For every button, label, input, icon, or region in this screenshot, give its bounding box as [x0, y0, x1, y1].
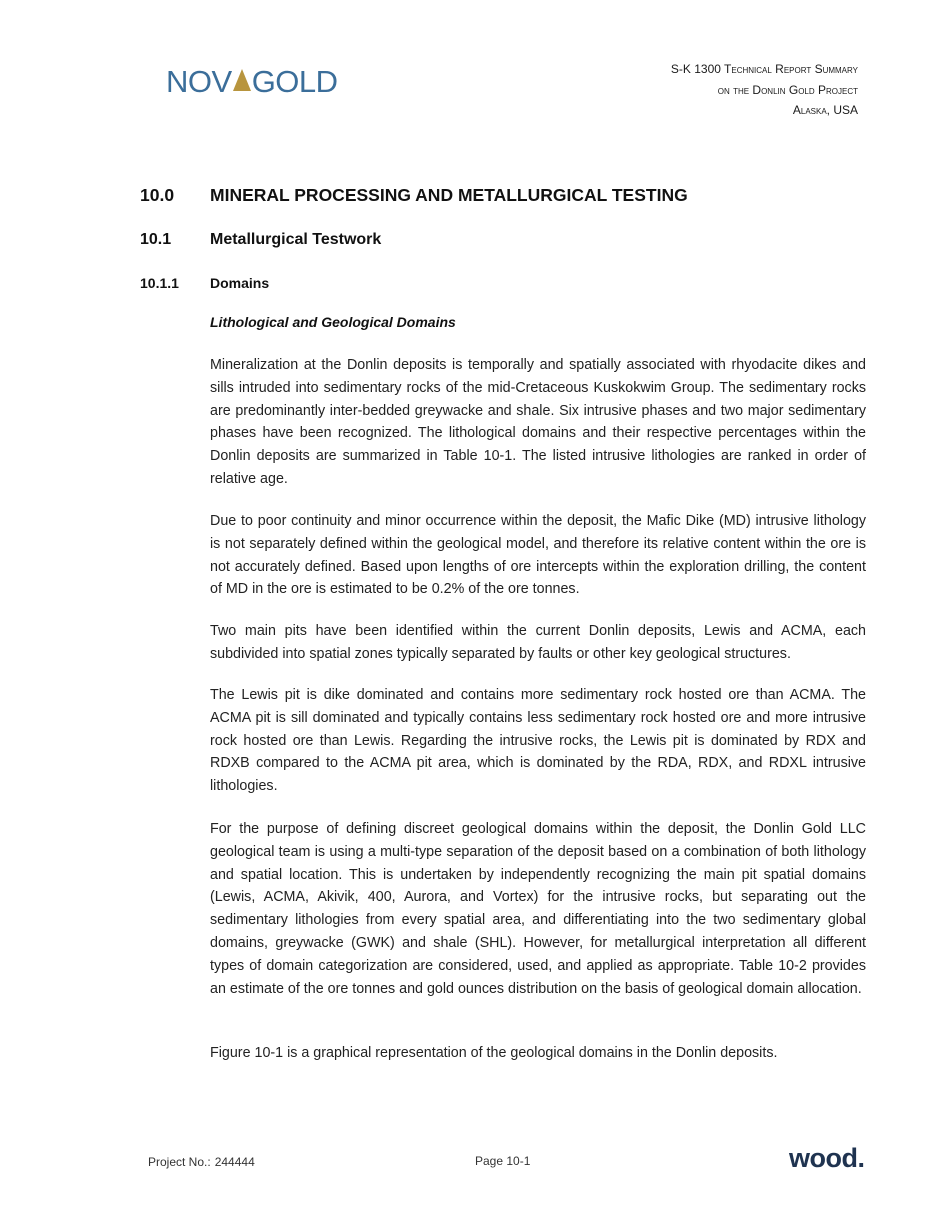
paragraph-2: Due to poor continuity and minor occurrence within the deposit, the Mafic Dike (MD) intrusive lithology is not separately defined within the geological model, and therefore its relative content within the ore is not accurately defined. Based upon lengths of ore intercepts within the exploration drilling, the content of MD in the ore is estimated to be 0.2% of the ore tonnes.	[210, 513, 866, 598]
report-title-block	[671, 59, 858, 121]
paragraph-6: Figure 10-1 is a graphical representation of the geological domains in the Donlin deposits.	[210, 1045, 778, 1061]
section-title: MINERAL PROCESSING AND METALLURGICAL TESTING	[210, 185, 688, 205]
logo-triangle-icon	[232, 67, 252, 93]
novagold-logo	[166, 62, 338, 102]
paragraph-4: The Lewis pit is dike dominated and contains more sedimentary rock hosted ore than ACMA. The ACMA pit is sill dominated and typically contains less sedimentary rock hosted ore and more intrusive rock hosted ore than Lewis. Regarding the intrusive rocks, the Lewis pit is dominated by RDX and RDXB compared to the ACMA pit area, which is dominated by the RDA, RDX, and RDXL intrusive lithologies.	[210, 687, 866, 795]
subsubsection-title: Domains	[210, 275, 270, 291]
italic-subheading: Lithological and Geological Domains	[210, 314, 456, 330]
subsection-number: 10.1	[140, 231, 172, 248]
paragraph-5: For the purpose of defining discreet geological domains within the deposit, the Donlin Gold LLC geological team is using a multi-type separation of the deposit based on a combination of both lithology and spatial location. This is undertaken by independently recognizing the main pit spatial domains (Lewis, ACMA, Akivik, 400, Aurora, and Vortex) for the intrusive rocks, but separating out the sedimentary lithologies from every spatial area, and differentiating into the two sedimentary global domains, greywacke (GWK) and shale (SHL). However, for metallurgical interpretation all different types of domain categorization are considered, used, and applied as appropriate. Table 10-2 provides an estimate of the ore tonnes and gold ounces distribution on the basis of geological domain allocation.	[210, 821, 866, 997]
logo-text-right: GOLD	[251, 64, 338, 99]
subsection-title: Metallurgical Testwork	[210, 231, 382, 248]
report-line-2: on the Donlin Gold Project	[717, 82, 858, 97]
subsubsection-number: 10.1.1	[140, 275, 179, 291]
wood-logo: wood.	[789, 1143, 865, 1173]
report-line-1: S-K 1300 Technical Report Summary	[670, 62, 858, 76]
project-number-value: 244444	[214, 1155, 255, 1169]
report-line-3: Alaska, USA	[792, 103, 858, 117]
project-number	[148, 1155, 255, 1169]
paragraph-3: Two main pits have been identified within the current Donlin deposits, Lewis and ACMA, each subdivided into spatial zones typically separated by faults or other key geological structures.	[210, 623, 866, 662]
page-number: Page 10-1	[475, 1154, 531, 1168]
section-number: 10.0	[140, 185, 175, 205]
project-label: Project No.:	[148, 1155, 211, 1169]
paragraph-1: Mineralization at the Donlin deposits is temporally and spatially associated with rhyodacite dikes and sills intruded into sedimentary rocks of the mid-Cretaceous Kuskokwim Group. The sedimentary rocks are predominantly inter-bedded greywacke and shale. Six intrusive phases and two major sedimentary phases have been recognized. The lithological domains and their respective percentages within the Donlin deposits are summarized in Table 10-1. The listed intrusive lithologies are ranked in order of relative age.	[210, 357, 866, 487]
logo-text-left: NOV	[166, 64, 232, 99]
